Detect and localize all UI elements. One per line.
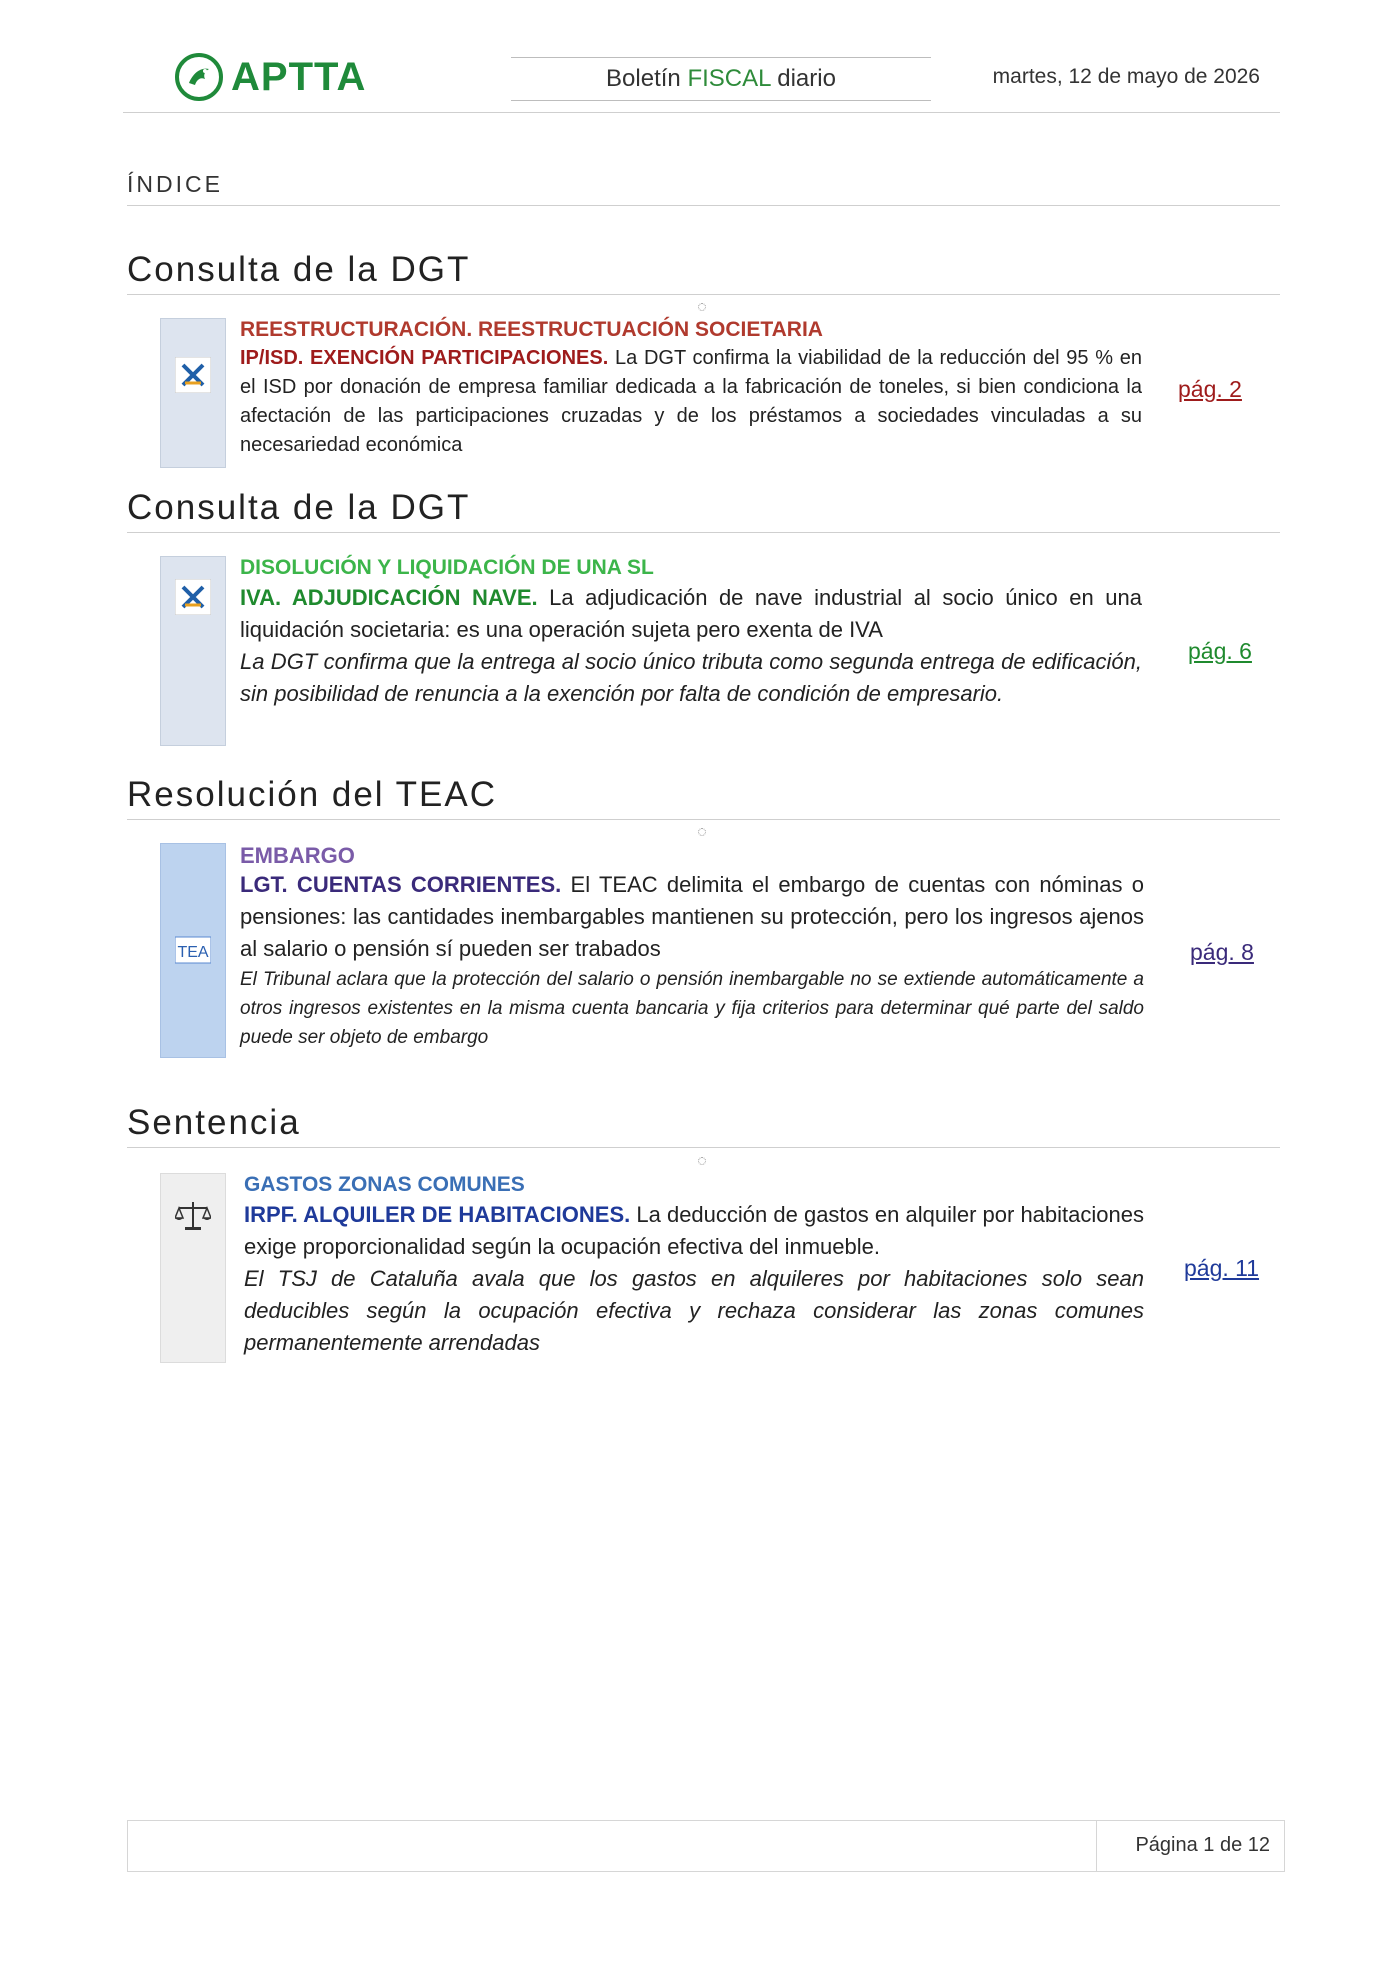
entry-icon-panel bbox=[160, 556, 226, 746]
entry-summary: El Tribunal aclara que la protección del salario o pensión inembargable no se extiende automáticamente a otros ingresos existentes en la misma cuenta bancaria y fija criterios para determinar qué parte del saldo puede ser objeto de embargo bbox=[240, 969, 1144, 1048]
entry-lead: IVA. ADJUDICACIÓN NAVE. bbox=[240, 585, 538, 610]
entry-lead: LGT. CUENTAS CORRIENTES. bbox=[240, 872, 562, 897]
section-title: Resolución del TEAC bbox=[127, 775, 1280, 820]
entry-text bbox=[244, 1173, 1144, 1359]
bulletin-title bbox=[511, 57, 931, 101]
bulletin-fiscal: FISCAL bbox=[687, 65, 771, 92]
entry-lead: IP/ISD. EXENCIÓN PARTICIPACIONES. bbox=[240, 347, 609, 369]
entry-description bbox=[240, 582, 1142, 646]
entry-summary: La DGT confirma que la entrega al socio único tributa como segunda entrega de edificación, sin posibilidad de renuncia a la exención por falta de condición de empresario. bbox=[240, 649, 1142, 706]
index-entry bbox=[160, 843, 1280, 1058]
entry-text bbox=[240, 843, 1144, 1052]
aptta-emblem-icon bbox=[175, 53, 223, 101]
aeat-logo-icon bbox=[175, 579, 211, 615]
page-number: Página 1 de 12 bbox=[1135, 1834, 1270, 1856]
anchor-marker bbox=[698, 828, 706, 836]
entry-icon-panel bbox=[160, 318, 226, 468]
entry-category: DISOLUCIÓN Y LIQUIDACIÓN DE UNA SL bbox=[240, 556, 654, 579]
logo-text: APTTA bbox=[231, 54, 367, 99]
page-link[interactable]: pág. 6 bbox=[1188, 638, 1252, 664]
entry-summary: El TSJ de Cataluña avala que los gastos en alquileres por habitaciones solo sean deducibles según la ocupación efectiva y rechaza considerar las zonas comunes permanentemente arrendadas bbox=[244, 1266, 1144, 1355]
entry-body: La adjudicación de nave industrial al socio único en una liquidación societaria: es una operación sujeta pero exenta de IVA bbox=[240, 585, 1142, 642]
section-title: Consulta de la DGT bbox=[127, 488, 1280, 533]
entry-text bbox=[240, 556, 1142, 710]
tea-logo-icon bbox=[175, 932, 211, 968]
entry-description bbox=[240, 344, 1142, 460]
index-heading: ÍNDICE bbox=[127, 171, 1280, 206]
bulletin-suffix: diario bbox=[770, 65, 836, 92]
entry-category: GASTOS ZONAS COMUNES bbox=[244, 1173, 525, 1196]
bulletin-prefix: Boletín bbox=[606, 65, 688, 92]
footer-divider bbox=[1096, 1821, 1097, 1871]
anchor-marker bbox=[698, 1157, 706, 1165]
entry-lead: IRPF. ALQUILER DE HABITACIONES. bbox=[244, 1202, 631, 1227]
entry-description bbox=[240, 869, 1144, 965]
page-link[interactable]: pág. 11 bbox=[1184, 1255, 1260, 1281]
entry-icon-panel bbox=[160, 1173, 226, 1363]
aptta-logo bbox=[175, 52, 366, 102]
svg-text:TEA: TEA bbox=[177, 944, 209, 961]
entry-icon-panel bbox=[160, 843, 226, 1058]
entry-category: EMBARGO bbox=[240, 843, 355, 868]
index-entry bbox=[160, 556, 1280, 746]
entry-category: REESTRUCTURACIÓN. REESTRUCTUACIÓN SOCIETARIA bbox=[240, 318, 823, 341]
section-title: Consulta de la DGT bbox=[127, 250, 1280, 295]
entry-description bbox=[244, 1199, 1144, 1263]
entry-text bbox=[240, 318, 1142, 460]
page-link[interactable]: pág. 8 bbox=[1190, 939, 1254, 965]
page-link[interactable]: pág. 2 bbox=[1178, 376, 1242, 402]
entry-body: La DGT confirma la viabilidad de la reducción del 95 % en el ISD por donación de empresa familiar dedicada a la fabricación de toneles, si bien condiciona la afectación de las participaciones cruzadas y de los préstamos a sociedades vinculadas a su necesariedad económica bbox=[240, 347, 1142, 456]
index-entry bbox=[160, 1173, 1280, 1363]
section-title: Sentencia bbox=[127, 1103, 1280, 1148]
publication-date: martes, 12 de mayo de 2026 bbox=[992, 65, 1260, 88]
page-header bbox=[123, 52, 1280, 113]
aeat-logo-icon bbox=[175, 357, 211, 393]
page-footer bbox=[127, 1820, 1285, 1872]
index-entry bbox=[160, 318, 1280, 468]
entry-body: La deducción de gastos en alquiler por habitaciones exige proporcionalidad según la ocupación efectiva del inmueble. bbox=[244, 1202, 1144, 1259]
scales-of-justice-icon bbox=[175, 1198, 211, 1234]
entry-body: El TEAC delimita el embargo de cuentas con nóminas o pensiones: las cantidades inembargables mantienen su protección, pero los ingresos ajenos al salario o pensión sí pueden ser trabados bbox=[240, 872, 1144, 961]
anchor-marker bbox=[698, 303, 706, 311]
